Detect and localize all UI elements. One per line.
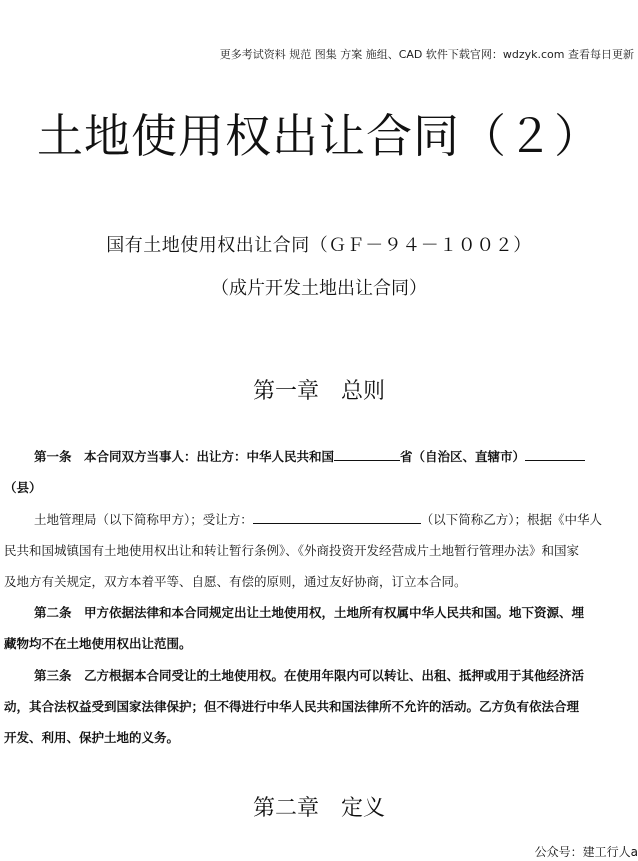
- document-subtitle-secondary: （成片开发土地出让合同）: [211, 278, 427, 299]
- article-1-line-3: 土地管理局（以下简称甲方）；受让方： （以下简称乙方）；根据《中华人: [34, 512, 603, 527]
- article-2-line-1: 第二条 甲方依据法律和本合同规定出让土地使用权，土地所有权属中华人民共和国。地下资源、埋: [34, 605, 585, 620]
- chapter-2-heading: 第二章 定义: [252, 796, 385, 821]
- footer-watermark: 公众号：建工行人a: [534, 845, 638, 859]
- article-2-line-2: 藏物均不在土地使用权出让范围。: [4, 636, 192, 651]
- document-title: 土地使用权出让合同（２）: [37, 109, 601, 163]
- article-3-line-2: 动，其合法权益受到国家法律保护；但不得进行中华人民共和国法律所不允许的活动。乙方负有依法合理: [4, 699, 580, 714]
- chapter-1-heading: 第一章 总则: [252, 379, 385, 404]
- document-subtitle: 国有土地使用权出让合同（ＧＦ－９４－１００２）: [106, 235, 532, 256]
- article-1-line-1: 第一条 本合同双方当事人：出让方：中华人民共和国 省（自治区、直辖市）: [0, 449, 638, 465]
- article-1-line-4: 民共和国城镇国有土地使用权出让和转让暂行条例》、《外商投资开发经营成片土地暂行管理办法》和国家: [4, 543, 580, 558]
- article-1-line-5: 及地方有关规定，双方本着平等、自愿、有偿的原则，通过友好协商，订立本合同。: [4, 574, 467, 589]
- article-3-line-1: 第三条 乙方根据本合同受让的土地使用权。在使用年限内可以转让、出租、抵押或用于其他经济活: [34, 668, 585, 683]
- article-3-line-3: 开发、利用、保护土地的义务。: [4, 730, 180, 745]
- article-1-line-2: （县）: [4, 480, 42, 495]
- top-note: 更多考试资料 规范 图集 方案 施组、CAD 软件下载官网：wdzyk.com 查看每日更新: [219, 48, 634, 61]
